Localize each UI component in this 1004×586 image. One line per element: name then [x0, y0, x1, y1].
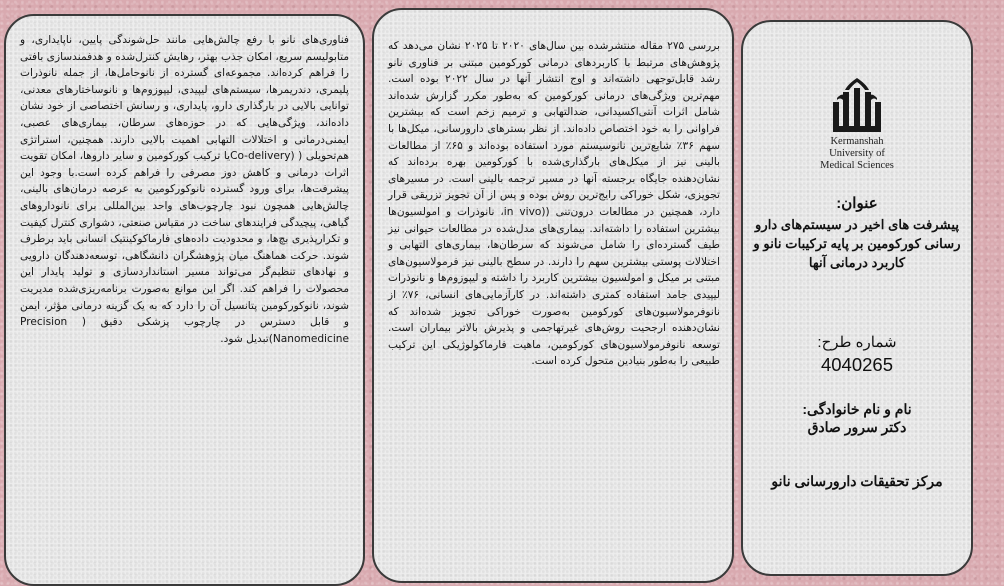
results-paragraph: بررسی ۲۷۵ مقاله منتشرشده بین سال‌های ۲۰۲۰ تا ۲۰۲۵ نشان می‌دهد که پژوهش‌های مرتبط با کاربردهای درمانی کورکومین مبتنی بر فناوری نانو رشد قابل‌توجهی داشته‌اند و اوج انتشار آنها در سال ۲۰۲۲ بوده است. مهم‌ترین ویژگی‌های درمانی کورکومین که به‌طور مکرر گزارش شده‌اند شامل اثرات آنتی‌اکسیدانی، ضدالتهابی و ترمیم زخم است که بیشترین فراوانی را به خود اختصاص داده‌اند. از نظر بسترهای دارورسانی، میکل‌ها با سهم ۳۶٪ شایع‌ترین نانوسیستم مورد استفاده بوده‌اند و ۶۵٪ از مطالعات بالینی نیز از میکل‌های بارگذاری‌شده با کورکومین بهره برده‌اند که نشان‌دهنده جایگاه برجسته آنها در مسیر ترجمه بالینی است. در مسیرهای تجویزی، شکل خوراکی رایج‌ترین روش بوده و پس از آن تجویز تزریقی قرار دارد، همچنین در مطالعات درون‌تنی ((in vivo، نانوذرات و امولسیون‌ها بیشترین استفاده را داشته‌اند. بیماری‌های مدل‌شده در مطالعات حیوانی نیز طیف گسترده‌ای را شامل می‌شوند که سرطان‌ها، بیماری‌های التهابی و اختلالات پوستی بیشترین سهم را دارند. در سطح بالینی نیز فرمولاسیون‌های مبتنی بر میکل و امولسیون بیشترین کاربرد را داشته و لیپوزوم‌ها و نانوذرات لیپیدی جامد استفاده کمتری داشته‌اند. در کارآزمایی‌های انسانی، ۷۶٪ از نانوفرمولاسیون‌های کورکومین به‌صورت خوراکی تجویز شده‌اند که نشان‌دهنده ارجحیت روش‌های غیرتهاجمی و پذیرش بالاتر بیماران است. توسعه نانوفرمولاسیون‌های کورکومین، ماهیت فارماکولوژیکی این ترکیب طبیعی را به‌طور بنیادین متحول کرده است. — [388, 40, 721, 368]
title-text: پیشرفت های اخیر در سیستم‌های دارو رسانی کورکومین بر پایه ترکیبات نانو و کاربرد درمانی آنها — [753, 217, 961, 270]
title-panel — [741, 20, 973, 576]
conclusion-paragraph: فناوری‌های نانو با رفع چالش‌هایی مانند حل‌شوندگی پایین، ناپایداری، و متابولیسم سریع، امکان جذب بهتر، رهایش کنترل‌شده و هدفمندسازی بافتی را فراهم کرده‌اند. مجموعه‌ای گسترده از نانوحامل‌ها، از جمله نانوذرات پلیمری، دندریمرها، سیستم‌های لیپیدی، لیپوزوم‌ها و نانوساختارهای معدنی، توانایی بالایی در بارگذاری دارو، پایداری، و رسانش اختصاصی از خود نشان داده‌اند، ویژگی‌هایی که در حوزه‌های سرطان، بیماری‌های عصبی، ایمنی‌درمانی و اختلالات التهابی اهمیت بالایی دارند. همچنین، استراتژی هم‌تحویلی ( (Co-deliveryیا ترکیب کورکومین و سایر داروها، امکان تقویت اثرات درمانی و کاهش دوز مصرفی را فراهم کرده است.با وجود این پیشرفت‌ها، برای ورود گسترده نانوکورکومین به عرصه درمان‌های بالینی، چالش‌هایی همچون نبود چارچوب‌های واحد بین‌المللی برای نانوداروهای گیاهی، پیچیدگی فرایندهای ساخت در مقیاس صنعتی، دشواری کنترل کیفیت و تکرارپذیری بچ‌ها، و محدودیت داده‌های فارماکوکینتیک انسانی باید برطرف شوند. حرکت هماهنگ میان پژوهشگران دانشگاهی، توسعه‌دهندگان دارویی و نهادهای تنظیم‌گر می‌تواند مسیر استانداردسازی و تولید پایدار این محصولات را فراهم کند. اگر این موانع به‌صورت برنامه‌ریزی‌شده مدیریت شوند، نانوکورکومین پتانسیل آن را دارد که به یک گزینه درمانی مؤثر، ایمن و قابل دسترس در چارچوب پزشکی دقیق ( Precision (Nanomedicineتبدیل شود. — [20, 34, 349, 345]
author-name: دکتر سرور صادق — [807, 419, 907, 435]
university-logo — [797, 76, 917, 172]
left-text-panel — [4, 14, 365, 586]
middle-text-panel — [372, 8, 734, 583]
research-center-name: مرکز تحقیقات دارورسانی نانو — [771, 473, 943, 489]
project-number: 4040265 — [820, 354, 894, 375]
title-label: عنوان: — [836, 195, 878, 212]
project-number-label: شماره طرح: — [817, 334, 897, 351]
author-label: نام و نام خانوادگی: — [802, 401, 912, 417]
logo-text-line2: University of — [829, 148, 885, 159]
title-block — [753, 194, 961, 272]
logo-text-line1: Kermanshah — [830, 136, 884, 147]
kums-logo-icon — [829, 76, 885, 136]
author-block — [753, 400, 961, 436]
research-center-block — [753, 472, 961, 491]
logo-text-line3: Medical Sciences — [820, 160, 894, 171]
project-block — [753, 334, 961, 376]
